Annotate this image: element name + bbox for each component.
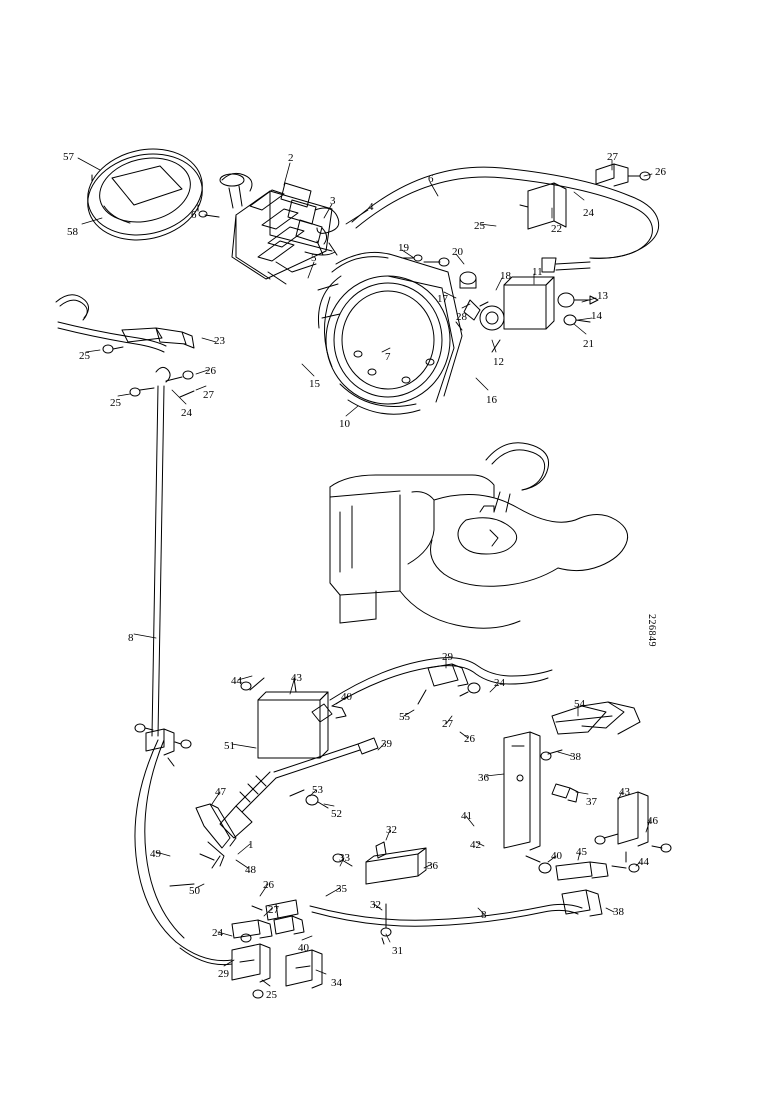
callout-6: 6 bbox=[191, 209, 197, 221]
callout-25c: 25 bbox=[110, 397, 121, 409]
engine-assembly bbox=[330, 443, 628, 628]
cable-6-top bbox=[352, 167, 659, 272]
callout-27: 27 bbox=[607, 151, 618, 163]
callout-25d: 25 bbox=[266, 989, 277, 1001]
callout-2: 2 bbox=[288, 152, 294, 164]
callout-7: 7 bbox=[385, 351, 391, 363]
callout-40b: 40 bbox=[551, 850, 562, 862]
callout-4: 4 bbox=[368, 201, 374, 213]
callout-43: 43 bbox=[291, 672, 302, 684]
callout-48: 48 bbox=[245, 864, 256, 876]
callout-17: 17 bbox=[437, 293, 448, 305]
callout-20: 20 bbox=[452, 246, 463, 258]
callout-15: 15 bbox=[309, 378, 320, 390]
callout-58: 58 bbox=[67, 226, 78, 238]
callout-22: 22 bbox=[551, 223, 562, 235]
callout-23: 23 bbox=[214, 335, 225, 347]
joint-40-right bbox=[526, 856, 639, 880]
callout-26d: 26 bbox=[263, 879, 274, 891]
callout-10: 10 bbox=[339, 418, 350, 430]
callout-28: 28 bbox=[456, 311, 467, 323]
callout-11: 11 bbox=[532, 266, 543, 278]
callout-26c: 26 bbox=[464, 733, 475, 745]
callout-6b: 6 bbox=[428, 173, 434, 185]
callout-32: 32 bbox=[386, 824, 397, 836]
fastener-6-left bbox=[199, 211, 219, 217]
bracket-lower-left bbox=[135, 724, 191, 766]
box-51 bbox=[241, 678, 346, 758]
callout-40: 40 bbox=[341, 691, 352, 703]
callout-55: 55 bbox=[399, 711, 410, 723]
callout-19: 19 bbox=[398, 242, 409, 254]
callout-36b: 36 bbox=[427, 860, 438, 872]
callout-51: 51 bbox=[224, 740, 235, 752]
callout-1: 1 bbox=[248, 839, 254, 851]
callout-52: 52 bbox=[331, 808, 342, 820]
callout-38b: 38 bbox=[613, 906, 624, 918]
bracket-22 bbox=[520, 164, 650, 229]
callout-57: 57 bbox=[63, 151, 74, 163]
callout-27d: 27 bbox=[268, 904, 279, 916]
callout-33: 33 bbox=[339, 852, 350, 864]
callout-31: 31 bbox=[392, 945, 403, 957]
rod-8 bbox=[130, 367, 194, 736]
callout-40c: 40 bbox=[298, 942, 309, 954]
callout-12: 12 bbox=[493, 356, 504, 368]
control-block bbox=[220, 173, 339, 284]
callout-45: 45 bbox=[576, 846, 587, 858]
callout-21: 21 bbox=[583, 338, 594, 350]
callout-32b: 32 bbox=[370, 899, 381, 911]
bracket-43-right bbox=[595, 792, 671, 862]
callout-24c: 24 bbox=[494, 677, 505, 689]
callout-53: 53 bbox=[312, 784, 323, 796]
callout-37: 37 bbox=[586, 796, 597, 808]
callout-43b: 43 bbox=[619, 786, 630, 798]
sheet-code: 226849 bbox=[646, 614, 657, 647]
callout-41: 41 bbox=[461, 810, 472, 822]
callout-26: 26 bbox=[655, 166, 666, 178]
callout-36: 36 bbox=[478, 772, 489, 784]
callout-25: 25 bbox=[474, 220, 485, 232]
callout-18: 18 bbox=[500, 270, 511, 282]
callout-26b: 26 bbox=[205, 365, 216, 377]
callout-5: 5 bbox=[311, 252, 317, 264]
callout-3: 3 bbox=[330, 195, 336, 207]
plate-36 bbox=[504, 732, 578, 850]
callout-24: 24 bbox=[583, 207, 594, 219]
callout-13: 13 bbox=[597, 290, 608, 302]
callout-14: 14 bbox=[591, 310, 602, 322]
callout-50: 50 bbox=[189, 885, 200, 897]
callout-29: 29 bbox=[442, 651, 453, 663]
cable-8-right bbox=[266, 890, 602, 926]
callout-25b: 25 bbox=[79, 350, 90, 362]
callout-39: 39 bbox=[381, 738, 392, 750]
callout-44: 44 bbox=[231, 675, 242, 687]
callout-24b: 24 bbox=[181, 407, 192, 419]
callout-44b: 44 bbox=[638, 856, 649, 868]
callout-38: 38 bbox=[570, 751, 581, 763]
callout-49: 49 bbox=[150, 848, 161, 860]
callout-54: 54 bbox=[574, 698, 585, 710]
callout-24d: 24 bbox=[212, 927, 223, 939]
cover-plate-57 bbox=[79, 138, 211, 251]
lower-cable-29 bbox=[330, 658, 640, 734]
callout-27c: 27 bbox=[442, 718, 453, 730]
callout-29b: 29 bbox=[218, 968, 229, 980]
callout-46: 46 bbox=[647, 815, 658, 827]
callout-35: 35 bbox=[336, 883, 347, 895]
blower-housing bbox=[318, 252, 462, 414]
callout-16: 16 bbox=[486, 394, 497, 406]
callout-47: 47 bbox=[215, 786, 226, 798]
callout-42: 42 bbox=[470, 839, 481, 851]
callout-8: 8 bbox=[128, 632, 134, 644]
callout-34: 34 bbox=[331, 977, 342, 989]
lever-23 bbox=[56, 295, 194, 353]
callout-8b: 8 bbox=[481, 909, 487, 921]
callout-27b: 27 bbox=[203, 389, 214, 401]
